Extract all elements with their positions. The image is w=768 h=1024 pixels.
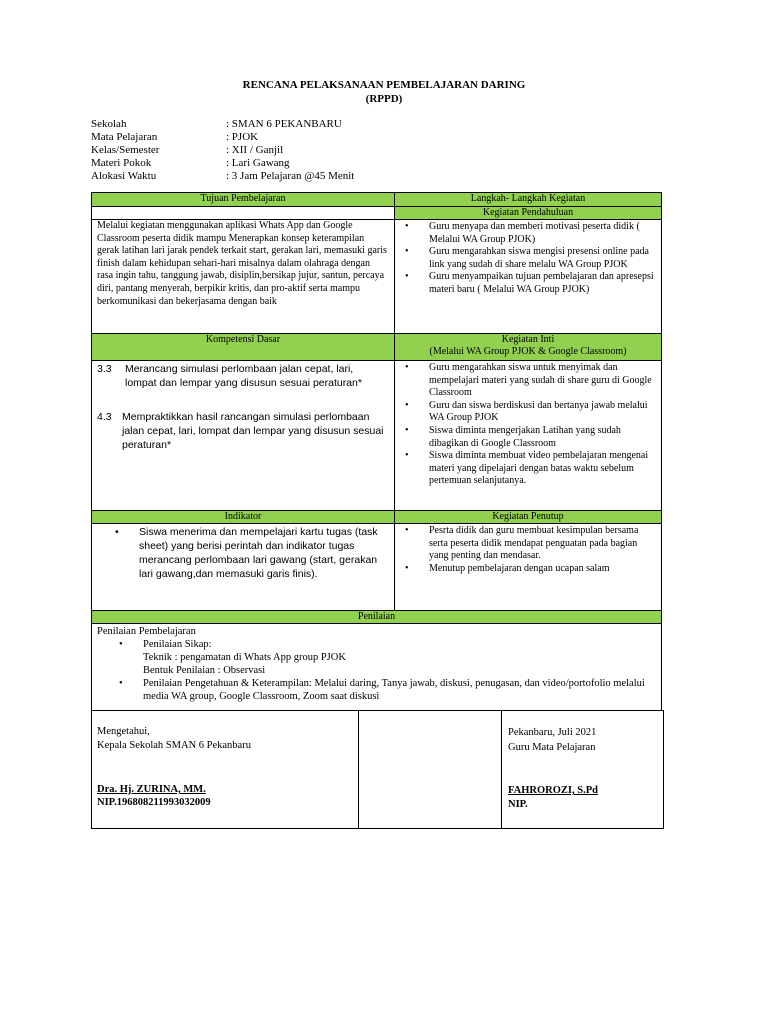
inti-header-subtitle: (Melalui WA Group PJOK & Google Classroom) bbox=[429, 346, 627, 357]
list-item: • Siswa diminta membuat video pembelajaran mengenai materi yang dipelajari dengan batas waktu sebelum pertemuan selanjutanya. bbox=[395, 450, 657, 488]
identity-value: : XII / Ganjil bbox=[226, 144, 284, 156]
pendahuluan-list bbox=[395, 221, 657, 297]
identity-row-sekolah bbox=[91, 118, 342, 131]
table-border bbox=[91, 192, 92, 711]
table-divider bbox=[91, 510, 662, 511]
pendahuluan-header: Kegiatan Pendahuluan bbox=[395, 207, 661, 219]
identity-label: Materi Pokok bbox=[91, 157, 152, 169]
kd-number: 3.3 bbox=[97, 363, 112, 375]
list-item: • Menutup pembelajaran dengan ucapan salam bbox=[395, 563, 657, 576]
identity-row-mapel bbox=[91, 131, 258, 144]
kd-text: Merancang simulasi perlombaan jalan cepat, lari, lompat dan lempar yang disusun sesuai peraturan* bbox=[125, 363, 362, 389]
kepala-sekolah-nip: NIP.196808211993032009 bbox=[97, 797, 211, 808]
penilaian-header: Penilaian bbox=[92, 611, 661, 623]
table-divider bbox=[91, 623, 662, 624]
list-item: • Guru menyampaikan tujuan pembelajaran dan apresepsi materi baru ( Melalui WA Group PJOK) bbox=[395, 271, 657, 296]
list-item: • Guru dan siswa berdiskusi dan bertanya jawab melalui WA Group PJOK bbox=[395, 400, 657, 425]
list-item: • Penilaian Pengetahuan & Keterampilan: Melalui daring, Tanya jawab, diskusi, penugasan, dan video/portofolio melalui media WA group, Google Classroom, Zoom saat diskusi bbox=[109, 677, 657, 703]
identity-label: Sekolah bbox=[91, 118, 127, 130]
guru-nip: NIP. bbox=[508, 799, 528, 810]
list-item: • Guru mengarahkan siswa untuk menyimak dan mempelajari materi yang sudah di share guru di Google Classroom bbox=[395, 362, 657, 400]
indikator-list bbox=[91, 525, 387, 581]
identity-value: : PJOK bbox=[226, 131, 259, 143]
kd-item bbox=[97, 362, 387, 390]
rpp-table bbox=[91, 192, 662, 724]
penutup-list bbox=[395, 525, 657, 575]
table-divider bbox=[91, 206, 662, 207]
langkah-header: Langkah- Langkah Kegiatan bbox=[395, 193, 661, 206]
kd-item bbox=[97, 410, 387, 452]
table-divider bbox=[91, 610, 662, 611]
list-item: • Guru mengarahkan siswa mengisi presensi online pada link yang sudah di share melalu WA Group PJOK bbox=[395, 246, 657, 271]
list-item: • Pesrta didik dan guru membuat kesimpulan bersama serta peserta didik mendapat penguatan pada bagian yang penting dan mendasar. bbox=[395, 525, 657, 563]
document-subtitle: (RPPD) bbox=[365, 93, 403, 105]
indikator-header: Indikator bbox=[92, 511, 394, 523]
identity-row-materi bbox=[91, 157, 290, 170]
inti-header-title: Kegiatan Inti bbox=[501, 334, 555, 345]
list-item: • Siswa diminta mengerjakan Latihan yang sudah dibagikan di Google Classroom bbox=[395, 425, 657, 450]
signature-table bbox=[91, 710, 664, 829]
penilaian-content bbox=[97, 625, 657, 703]
table-border bbox=[91, 192, 662, 193]
identity-value: : SMAN 6 PEKANBARU bbox=[226, 118, 342, 130]
mengetahui-label: Mengetahui, bbox=[97, 726, 150, 737]
list-item: • Guru menyapa dan memberi motivasi peserta didik ( Melalui WA Group PJOK) bbox=[395, 221, 657, 246]
identity-label: Alokasi Waktu bbox=[91, 170, 157, 182]
identity-row-alokasi bbox=[91, 170, 354, 183]
table-divider bbox=[91, 523, 662, 524]
kepala-sekolah-name: Dra. Hj. ZURINA, MM. bbox=[97, 784, 206, 795]
identity-row-kelas bbox=[91, 144, 283, 157]
tujuan-header: Tujuan Pembelajaran bbox=[92, 193, 394, 206]
penutup-header: Kegiatan Penutup bbox=[395, 511, 661, 523]
table-divider bbox=[91, 360, 662, 361]
sikap-bentuk: Bentuk Penilaian : Observasi bbox=[143, 665, 266, 676]
kd-header: Kompetensi Dasar bbox=[92, 334, 394, 360]
penilaian-title: Penilaian Pembelajaran bbox=[97, 626, 196, 637]
place-date: Pekanbaru, Juli 2021 bbox=[508, 727, 597, 738]
guru-label: Guru Mata Pelajaran bbox=[508, 742, 596, 753]
guru-name: FAHROROZI, S.Pd bbox=[508, 785, 598, 796]
inti-list bbox=[395, 362, 657, 488]
signature-divider bbox=[501, 711, 502, 828]
tujuan-text: Melalui kegiatan menggunakan aplikasi Whats App dan Google Classroom peserta didik mampu Menerapkan konsep keterampilan gerak latihan lari jarak pendek terkait start, gerakan lari, memasuki garis finish dalam kehidupan sehari-hari misalnya dalam olahraga dengan rasa ingin tahu, tanggung jawab, disiplin,bersikap jujur, santun, percaya diri, pantang menyerah, berpikir kritis, dan pro-aktif serta mampu berkomunikasi dan bekerjasama dengan baik bbox=[97, 220, 387, 307]
sikap-label: • Penilaian Sikap: bbox=[143, 639, 212, 650]
signature-divider bbox=[358, 711, 359, 828]
list-item bbox=[109, 638, 657, 677]
kd-number: 4.3 bbox=[97, 411, 112, 423]
list-item: • Siswa menerima dan mempelajari kartu tugas (task sheet) yang berisi perintah dan indikator tugas merancang perlombaan lari gawang (start, gerakan lari gawang,dan memasuki garis finis). bbox=[105, 525, 387, 581]
document-title: RENCANA PELAKSANAAN PEMBELAJARAN DARING bbox=[242, 79, 526, 91]
inti-header bbox=[395, 334, 661, 360]
identity-value: : Lari Gawang bbox=[226, 157, 290, 169]
kepala-sekolah-label: Kepala Sekolah SMAN 6 Pekanbaru bbox=[97, 740, 251, 751]
sikap-teknik: Teknik : pengamatan di Whats App group PJOK bbox=[143, 652, 346, 663]
identity-label: Mata Pelajaran bbox=[91, 131, 158, 143]
kd-text: Mempraktikkan hasil rancangan simulasi perlombaan jalan cepat, lari, lompat dan lempar yang disusun sesuai peraturan* bbox=[122, 411, 384, 451]
identity-label: Kelas/Semester bbox=[91, 144, 160, 156]
identity-value: : 3 Jam Pelajaran @45 Menit bbox=[226, 170, 355, 182]
table-border bbox=[661, 192, 662, 711]
table-divider bbox=[91, 333, 662, 334]
